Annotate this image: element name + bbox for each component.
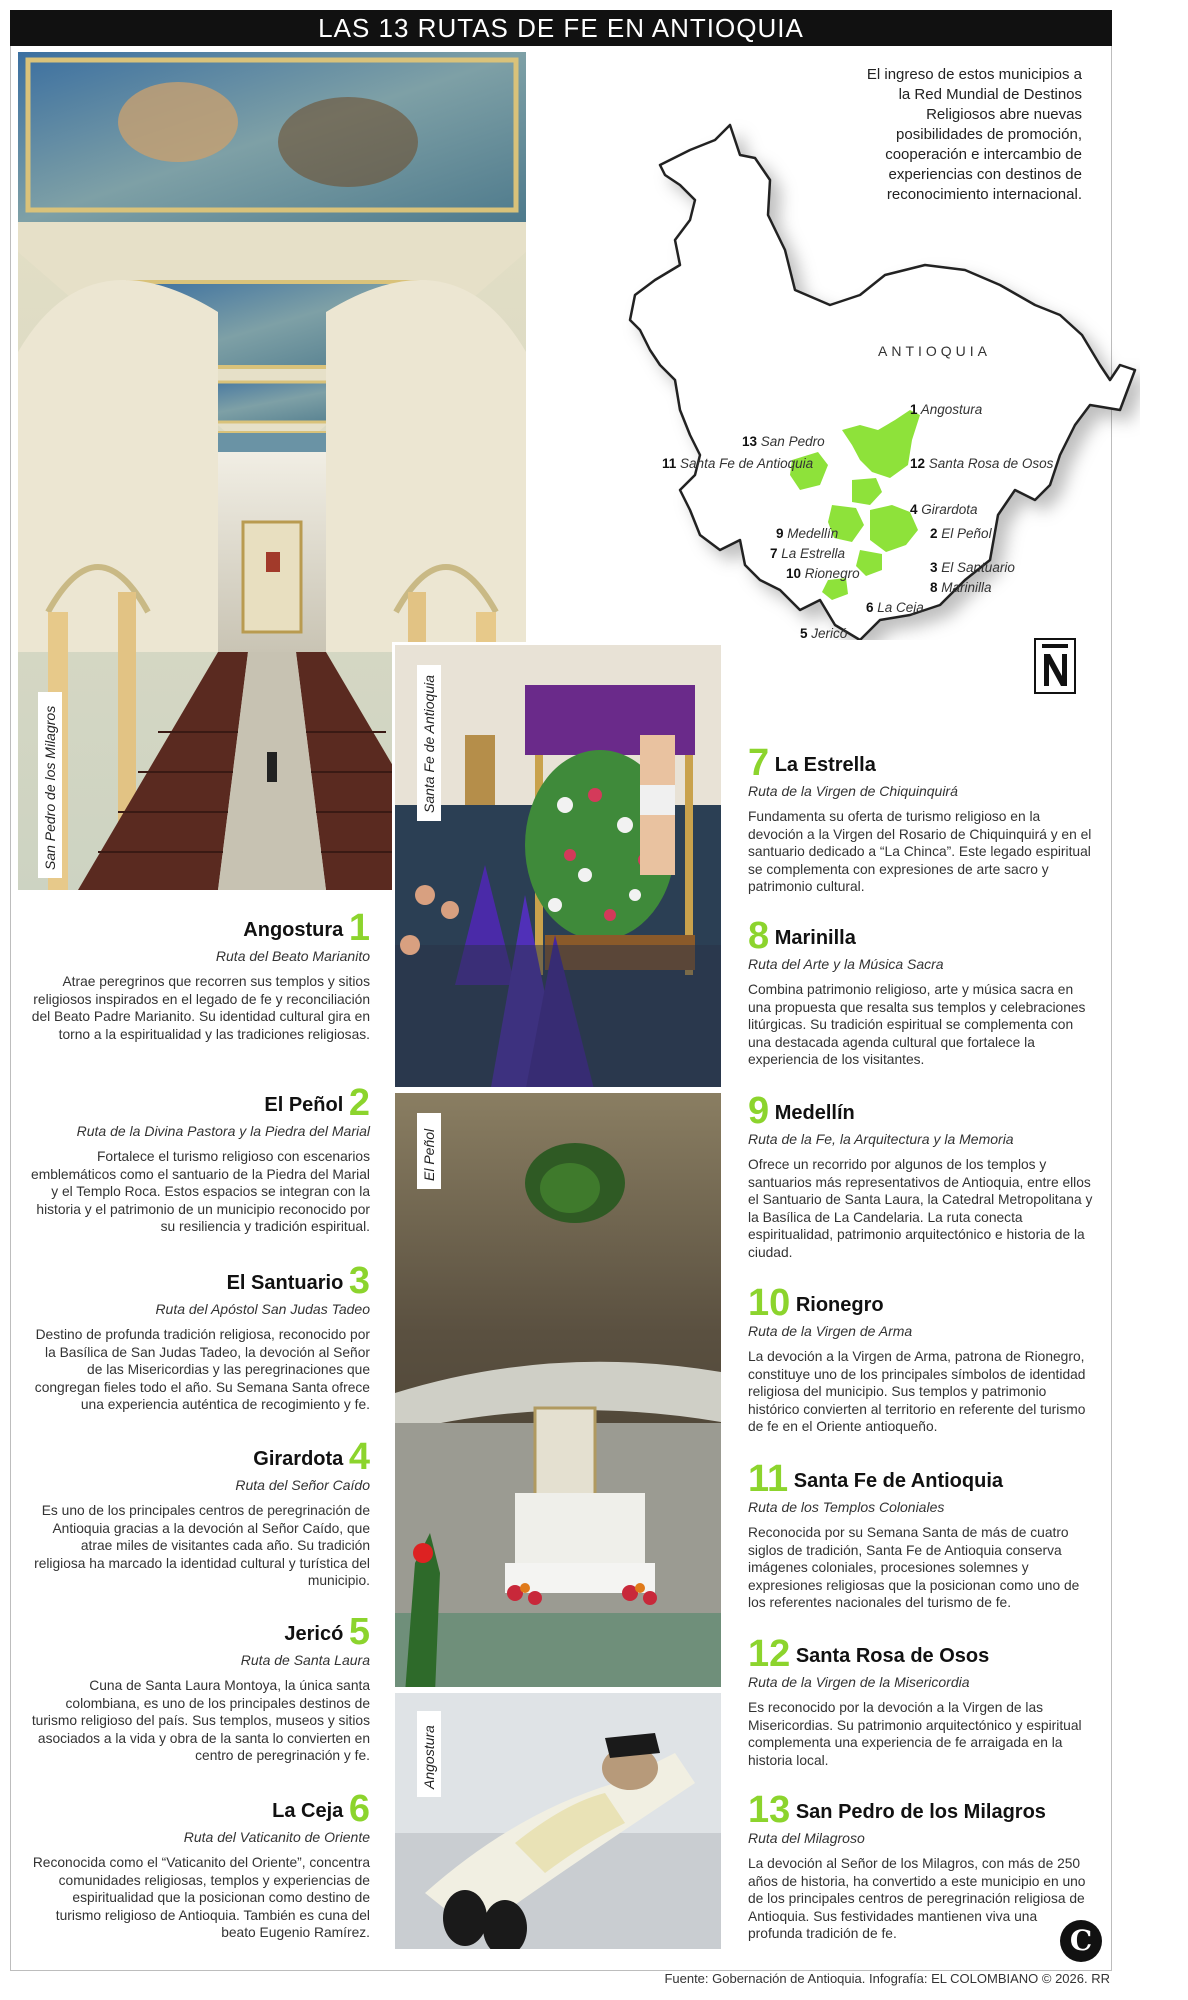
entry-number: 12 (748, 1633, 791, 1675)
intro-text: El ingreso de estos municipios a la Red Mundial de Destinos Religiosos abre nuevas posibilidades de promoción, cooperación e intercambio de experiencias con destinos de reconocimiento internacional. (866, 66, 1082, 203)
procession-photo (392, 642, 724, 1090)
entry-number: 2 (348, 1082, 370, 1124)
entry-name: Medellín (774, 1102, 855, 1124)
map-label-santa-rosa: 12 Santa Rosa de Osos (910, 456, 1054, 471)
route-entry-jerico (30, 1611, 370, 1765)
procession-image (395, 645, 724, 1090)
entry-name: San Pedro de los Milagros (795, 1801, 1046, 1823)
entry-name: Jericó (284, 1623, 344, 1645)
route-entry-rionegro (748, 1282, 1093, 1436)
map-label-san-pedro: 13 San Pedro (742, 434, 825, 449)
entry-number: 13 (748, 1789, 791, 1831)
entry-description: Combina patrimonio religioso, arte y música sacra en una propuesta que resalta sus templos y celebraciones litúrgicas. Su tradición espiritual se complementa con una destacada agenda cultural que fortalece la experiencia de los visitantes. (748, 982, 1086, 1068)
entry-description: La devoción al Señor de los Milagros, con más de 250 años de historia, ha convertido a este municipio en uno de los principales centros de peregrinación religiosa de Antioquia. Sus festividades mantienen viva una profunda tradición de fe. (748, 1856, 1086, 1942)
map-label-medellin: 9 Medellín (776, 526, 839, 541)
entry-description: Destino de profunda tradición religiosa, reconocido por la Basílica de San Judas Tadeo, la devoción al Señor de las Misericordias y las peregrinaciones que congregan fieles todo el año. Su Semana Santa ofrece una experiencia auténtica de recogimiento y fe. (34, 1327, 370, 1413)
map-label-rionegro: 10 Rionegro (786, 566, 860, 581)
map-label-el-penol: 2 El Peñol (930, 526, 992, 541)
route-entry-santa-fe (748, 1458, 1093, 1612)
entry-name: Santa Fe de Antioquia (793, 1470, 1004, 1492)
entry-number: 4 (348, 1436, 370, 1478)
entry-name: Girardota (253, 1448, 344, 1470)
antioquia-outline (630, 125, 1135, 640)
entry-description: Fundamenta su oferta de turismo religioso en la devoción a la Virgen del Rosario de Chiquinquirá y en el santuario dedicado a “La Chinca”. Este legado espiritual se complementa con expresiones de arte sacro y patrimonio cultural. (748, 809, 1092, 895)
entry-name: Angostura (243, 919, 344, 941)
entry-description: La devoción a la Virgen de Arma, patrona de Rionegro, constituye uno de los principales símbolos de identidad religiosa del municipio. Sus templos y patrimonio histórico convierten al territorio en referente del turismo de fe en el Oriente antioqueño. (748, 1349, 1086, 1435)
route-entry-la-ceja (30, 1788, 370, 1942)
entry-number: 6 (348, 1788, 370, 1830)
route-entry-el-penol (30, 1082, 370, 1236)
entry-number: 11 (748, 1458, 789, 1500)
entry-number: 8 (748, 915, 770, 957)
entry-route: Ruta del Milagroso (748, 1830, 865, 1846)
map-label-el-santuario: 3 El Santuario (930, 560, 1015, 575)
map-label-la-ceja: 6 La Ceja (866, 600, 924, 615)
route-entry-san-pedro (748, 1789, 1093, 1943)
entry-route: Ruta de la Virgen de Chiquinquirá (748, 783, 958, 799)
map-label-angostura: 1 Angostura (910, 402, 983, 417)
entry-number: 3 (348, 1260, 370, 1302)
route-entry-angostura (30, 907, 370, 1043)
entry-route: Ruta de la Virgen de Arma (748, 1323, 913, 1339)
map-title: ANTIOQUIA (878, 343, 992, 359)
entry-name: El Santuario (226, 1272, 344, 1294)
route-entry-santa-rosa (748, 1633, 1093, 1769)
map-label-la-estrella: 7 La Estrella (770, 546, 846, 561)
entry-number: 10 (748, 1282, 791, 1324)
entry-route: Ruta de la Divina Pastora y la Piedra del Marial (76, 1123, 370, 1139)
entry-description: Fortalece el turismo religioso con escenarios emblemáticos como el santuario de la Piedra del Marial y el Templo Roca. Estos espacios se integran con la historia y el patrimonio de un municipio reconocido por su resiliencia y tradición espiritual. (31, 1149, 370, 1235)
entry-route: Ruta de los Templos Coloniales (748, 1499, 945, 1515)
route-entry-medellin (748, 1090, 1093, 1262)
route-entry-la-estrella (748, 742, 1093, 896)
entry-route: Ruta de la Virgen de la Misericordia (748, 1674, 970, 1690)
entry-description: Es uno de los principales centros de peregrinación de Antioquia gracias a la devoción al Señor Caído, que atrae miles de visitantes cada año. Su tradición religiosa ha marcado la identidad cultural y turística del municipio. (34, 1503, 370, 1589)
photo-caption-rock: El Peñol (417, 1113, 441, 1189)
entry-name: Rionegro (795, 1294, 884, 1316)
el-colombiano-logo: C (1060, 1920, 1102, 1962)
north-arrow-icon (1034, 638, 1076, 694)
entry-name: Marinilla (774, 927, 856, 949)
entry-description: Es reconocido por la devoción a la Virgen de las Misericordias. Su patrimonio arquitectónico y espiritual complementa una experiencia de fe arraigada en la historia local. (748, 1700, 1082, 1768)
entry-name: La Estrella (774, 754, 876, 776)
map-label-jerico: 5 Jericó (800, 626, 848, 641)
entry-description: Reconocida por su Semana Santa de más de cuatro siglos de tradición, Santa Fe de Antioquia conserva imágenes coloniales, procesiones solemnes y expresiones religiosas que la posicionan como uno de los referentes nacionales del turismo de fe. (748, 1525, 1080, 1611)
photo-caption-beato: Angostura (417, 1711, 441, 1797)
antioquia-map (620, 80, 1140, 640)
beato-image (395, 1693, 724, 1952)
map-label-marinilla: 8 Marinilla (930, 580, 992, 595)
photo-caption-cathedral: San Pedro de los Milagros (38, 692, 62, 878)
entry-route: Ruta de Santa Laura (240, 1652, 370, 1668)
entry-route: Ruta del Vaticanito de Oriente (183, 1829, 370, 1845)
route-entry-el-santuario (30, 1260, 370, 1414)
entry-number: 1 (348, 907, 370, 949)
entry-number: 5 (348, 1611, 370, 1653)
entry-route: Ruta del Señor Caído (235, 1477, 370, 1493)
entry-route: Ruta del Apóstol San Judas Tadeo (155, 1301, 370, 1317)
rock-shrine-photo (392, 1090, 724, 1690)
rock-shrine-image (395, 1093, 724, 1690)
entry-description: Cuna de Santa Laura Montoya, la única santa colombiana, es uno de los principales destinos de turismo religioso del país. Sus templos, museos y sitios asociados a la vida y obra de la santa lo convierten en centro de peregrinación y fe. (31, 1678, 370, 1764)
map-label-girardota: 4 Girardota (910, 502, 978, 517)
map-label-santa-fe: 11 Santa Fe de Antioquia (662, 456, 814, 471)
entry-route: Ruta del Arte y la Música Sacra (748, 956, 944, 972)
entry-description: Ofrece un recorrido por algunos de los templos y santuarios más representativos de Antioquia, entre ellos el Santuario de Santa Laura, la Catedral Metropolitana y la Basílica de La Candelaria. La ruta conecta espiritualidad, patrimonio arquitectónico e historia de la ciudad. (748, 1157, 1093, 1260)
entry-number: 9 (748, 1090, 770, 1132)
entry-description: Atrae peregrinos que recorren sus templos y sitios religiosos inspirados en el legado de fe y reconciliación del Beato Padre Marianito. Su identidad cultural gira en torno a la espiritualidad y las tradiciones religiosas. (31, 974, 370, 1042)
entry-name: Santa Rosa de Osos (795, 1645, 990, 1667)
entry-number: 7 (748, 742, 770, 784)
photo-caption-procession: Santa Fe de Antioquia (417, 665, 441, 821)
source-credit: Fuente: Gobernación de Antioquia. Infografía: EL COLOMBIANO © 2026. RR (664, 1971, 1110, 1986)
route-entry-girardota (30, 1436, 370, 1590)
entry-route: Ruta de la Fe, la Arquitectura y la Memoria (748, 1131, 1014, 1147)
beato-photo (392, 1690, 724, 1952)
entry-name: La Ceja (272, 1800, 344, 1822)
entry-name: El Peñol (264, 1094, 344, 1116)
route-entry-marinilla (748, 915, 1093, 1069)
page-title: LAS 13 RUTAS DE FE EN ANTIOQUIA (10, 10, 1112, 46)
entry-description: Reconocida como el “Vaticanito del Oriente”, concentra comunidades religiosas, templos y experiencias de espiritualidad que la posicionan como destino de turismo religioso de Antioquia. También es cuna del beato Eugenio Ramírez. (32, 1855, 370, 1941)
entry-route: Ruta del Beato Marianito (215, 948, 370, 964)
